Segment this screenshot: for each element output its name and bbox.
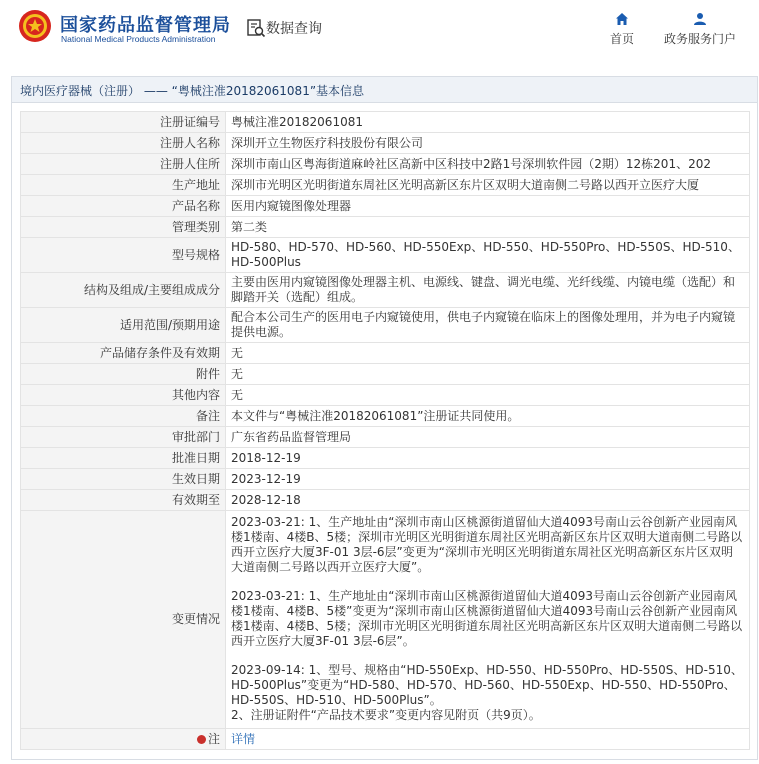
field-value: 第二类	[226, 217, 750, 238]
field-label: 型号规格	[21, 238, 226, 273]
field-label: 生产地址	[21, 175, 226, 196]
table-row	[21, 406, 750, 427]
change-entry: 2023-03-21: 1、生产地址由“深圳市南山区桃源街道留仙大道4093号南山云谷创新产业园南风楼1楼南、4楼B、5楼”变更为“深圳市南山区桃源街道留仙大道4093号南山云谷创新产业园南风楼1楼南、4楼B、5楼；深圳市光明区光明街道东周社区光明高新区东片区双明大道南侧二号路以西开立医疗大厦3F-01 3层-6层”。	[231, 589, 743, 648]
table-row	[21, 217, 750, 238]
nav-home[interactable]	[604, 12, 640, 47]
table-row	[21, 490, 750, 511]
emblem-logo-icon	[18, 9, 52, 43]
nav-service-portal[interactable]	[660, 12, 740, 47]
table-row-changes	[21, 511, 750, 729]
table-row	[21, 364, 750, 385]
field-value: 2018-12-19	[226, 448, 750, 469]
field-label: 适用范围/预期用途	[21, 308, 226, 343]
table-row	[21, 133, 750, 154]
site-header	[0, 0, 759, 58]
home-icon	[615, 12, 629, 26]
field-label: 审批部门	[21, 427, 226, 448]
site-title-en: National Medical Products Administration	[61, 34, 216, 44]
user-icon	[693, 12, 707, 26]
field-value: 医用内窥镜图像处理器	[226, 196, 750, 217]
details-link[interactable]: 详情	[231, 731, 256, 746]
change-entry: 2023-03-21: 1、生产地址由“深圳市南山区桃源街道留仙大道4093号南山云谷创新产业园南风楼1楼南、4楼B、5楼；深圳市光明区光明街道东周社区光明高新区东片区双明大道南侧二号路以西开立医疗大厦3F-01 3层-6层”变更为“深圳市光明区光明街道东周社区光明高新区东片区双明大道南侧二号路以西开立医疗大厦”。	[231, 515, 743, 574]
field-value: 无	[226, 385, 750, 406]
table-row	[21, 427, 750, 448]
table-row	[21, 238, 750, 273]
panel-title: 境内医疗器械（注册） —— “粤械注准20182061081”基本信息	[20, 84, 365, 98]
table-row	[21, 448, 750, 469]
site-title: 国家药品监督管理局	[60, 15, 231, 36]
table-row	[21, 154, 750, 175]
table-row	[21, 175, 750, 196]
table-row	[21, 273, 750, 308]
panel-header	[12, 77, 757, 103]
table-row-note	[21, 729, 750, 750]
field-value: 无	[226, 364, 750, 385]
table-row	[21, 308, 750, 343]
table-row	[21, 343, 750, 364]
data-query-link[interactable]: 数据查询	[266, 21, 322, 37]
detail-panel	[11, 76, 758, 760]
info-table	[20, 111, 750, 750]
field-value: 深圳开立生物医疗科技股份有限公司	[226, 133, 750, 154]
field-label: 其他内容	[21, 385, 226, 406]
field-label: 变更情况	[21, 511, 226, 729]
field-label: 附件	[21, 364, 226, 385]
field-value: 广东省药品监督管理局	[226, 427, 750, 448]
field-label: 批准日期	[21, 448, 226, 469]
table-row	[21, 385, 750, 406]
field-value: 2028-12-18	[226, 490, 750, 511]
change-entry: 2023-09-14: 1、型号、规格由“HD-550Exp、HD-550、HD-550Pro、HD-550S、HD-510、HD-500Plus”变更为“HD-580、HD-570、HD-560、HD-550Exp、HD-550、HD-550Pro、HD-550S、HD-510、HD-500Plus”。 2、注册证附件“产品技术要求”变更内容见附页（共9页）。	[231, 663, 743, 722]
field-value: 2023-12-19	[226, 469, 750, 490]
nav-service-portal-label: 政务服务门户	[663, 32, 736, 46]
note-value	[226, 729, 750, 750]
field-value: 无	[226, 343, 750, 364]
nav-home-label: 首页	[609, 32, 634, 46]
note-label: 注	[21, 729, 226, 750]
table-row	[21, 196, 750, 217]
table-row	[21, 112, 750, 133]
field-label: 生效日期	[21, 469, 226, 490]
field-label: 产品储存条件及有效期	[21, 343, 226, 364]
field-value: 深圳市南山区粤海街道麻岭社区高新中区科技中2路1号深圳软件园（2期）12栋201、202	[226, 154, 750, 175]
field-label: 产品名称	[21, 196, 226, 217]
table-row	[21, 469, 750, 490]
field-value: 深圳市光明区光明街道东周社区光明高新区东片区双明大道南侧二号路以西开立医疗大厦	[226, 175, 750, 196]
field-label: 注册证编号	[21, 112, 226, 133]
field-value: 粤械注准20182061081	[226, 112, 750, 133]
field-label: 管理类别	[21, 217, 226, 238]
field-value: 配合本公司生产的医用电子内窥镜使用，供电子内窥镜在临床上的图像处理用，并为电子内窥镜提供电源。	[226, 308, 750, 343]
note-pin-icon	[197, 735, 206, 744]
field-label: 结构及组成/主要组成成分	[21, 273, 226, 308]
field-label: 注册人住所	[21, 154, 226, 175]
field-label: 有效期至	[21, 490, 226, 511]
field-value: 主要由医用内窥镜图像处理器主机、电源线、键盘、调光电缆、光纤线缆、内镜电缆（选配）和脚踏开关（选配）组成。	[226, 273, 750, 308]
field-value: 本文件与“粤械注准20182061081”注册证共同使用。	[226, 406, 750, 427]
field-label: 注册人名称	[21, 133, 226, 154]
field-label: 备注	[21, 406, 226, 427]
field-value: HD-580、HD-570、HD-560、HD-550Exp、HD-550、HD-550Pro、HD-550S、HD-510、HD-500Plus	[226, 238, 750, 273]
change-history	[226, 511, 750, 729]
data-query-icon[interactable]	[246, 18, 266, 38]
